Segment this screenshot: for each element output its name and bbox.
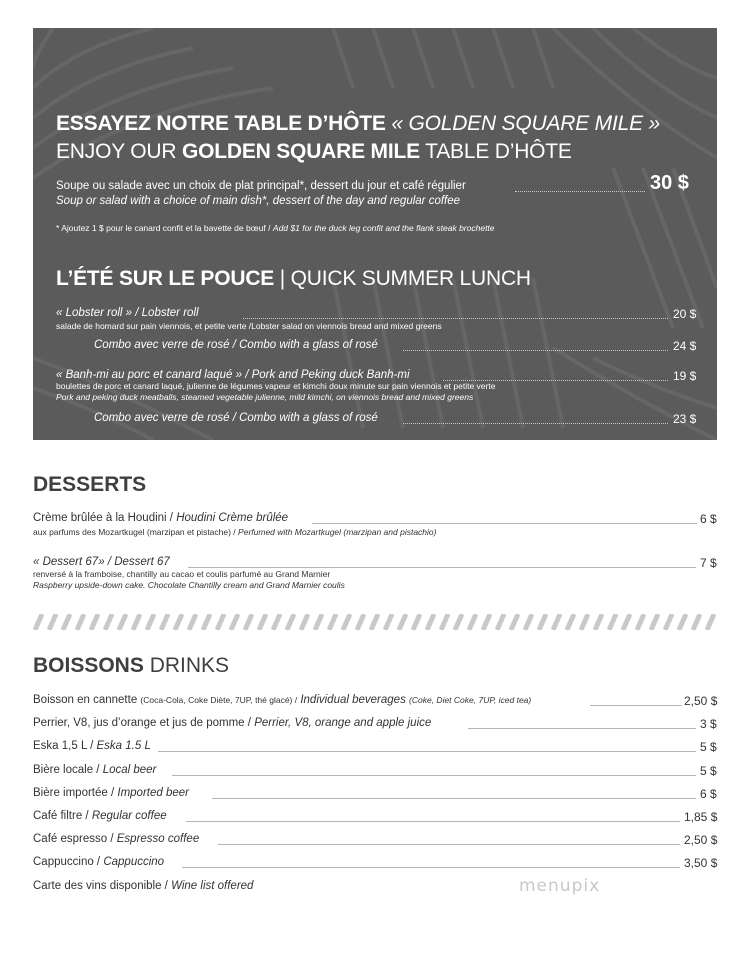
drink-price: 1,85 $ — [684, 810, 718, 824]
lunch-combo-name: Combo avec verre de rosé / Combo with a glass of rosé — [94, 339, 378, 351]
dessert-name-fr: Crème brûlée à la Houdini / — [33, 512, 173, 524]
lunch-leader — [243, 318, 668, 319]
drink-leader — [212, 798, 696, 799]
drink-leader — [182, 867, 680, 868]
drink-price: 2,50 $ — [684, 833, 718, 847]
lunch-item-name: « Lobster roll » / Lobster roll — [56, 307, 199, 319]
drink-item — [33, 716, 431, 730]
drink-en-detail: (Coke, Diet Coke, 7UP, iced tea) — [409, 695, 532, 705]
promo-title-en — [56, 140, 572, 164]
drink-fr: Café espresso / — [33, 833, 114, 845]
dessert-item-name — [33, 511, 288, 525]
dessert-desc-en: Raspberry upside-down cake. Chocolate Chantilly cream and Grand Marnier coulis — [33, 580, 345, 590]
drink-leader — [186, 821, 680, 822]
promo-title-fr-italic: « GOLDEN SQUARE MILE » — [391, 112, 661, 135]
drink-price: 5 $ — [700, 764, 717, 778]
dessert-desc-fr: aux parfums des Mozartkugel (marzipan et pistache) / — [33, 527, 236, 537]
dessert-leader — [188, 567, 696, 568]
dessert-price: 7 $ — [700, 556, 717, 570]
drink-fr: Bière importée / — [33, 787, 115, 799]
drink-item — [33, 832, 199, 846]
wine-list-en: Wine list offered — [171, 880, 254, 892]
lunch-item-desc: salade de homard sur pain viennois, et petite verte /Lobster salad on viennois bread and mixed greens — [56, 321, 442, 331]
drink-price: 2,50 $ — [684, 694, 718, 708]
dessert-desc-en: Perfumed with Mozartkugel (marzipan and pistachio) — [238, 527, 437, 537]
drink-leader — [590, 705, 682, 706]
drink-price: 3,50 $ — [684, 856, 718, 870]
lunch-leader — [403, 350, 668, 351]
promo-title-fr — [56, 112, 660, 136]
promo-title-en-bold: GOLDEN SQUARE MILE — [181, 140, 420, 163]
drink-en: Local beer — [102, 764, 157, 776]
drinks-title-bold: BOISSONS — [33, 654, 144, 677]
drink-price: 5 $ — [700, 740, 717, 754]
drink-fr: Eska 1,5 L / — [33, 740, 94, 752]
lunch-title-bold: L’ÉTÉ SUR LE POUCE — [56, 267, 275, 290]
drink-leader — [158, 751, 696, 752]
drink-fr-detail: (Coca-Cola, Coke Diète, 7UP, thé glacé) / — [140, 695, 298, 705]
drink-en: Cappuccino — [103, 856, 165, 868]
promo-price: 30 $ — [650, 172, 689, 194]
wine-list-fr: Carte des vins disponible / — [33, 880, 168, 892]
drinks-title — [33, 654, 229, 678]
drink-leader — [172, 775, 696, 776]
drink-en: Imported beer — [117, 787, 189, 799]
drink-item — [33, 809, 167, 823]
menupix-watermark: menupix — [519, 876, 601, 896]
drink-en: Espresso coffee — [116, 833, 200, 845]
drink-fr: Bière locale / — [33, 764, 100, 776]
drink-leader — [218, 844, 680, 845]
promo-note — [56, 223, 495, 234]
drink-fr: Cappuccino / — [33, 856, 101, 868]
desserts-title: DESSERTS — [33, 473, 147, 496]
lunch-item-name: « Banh-mi au porc et canard laqué » / Pork and Peking duck Banh-mi — [56, 369, 410, 381]
lunch-item-desc-en: Pork and peking duck meatballs, steamed vegetable julienne, mild kimchi, on viennois bread and mixed greens — [56, 392, 474, 402]
dessert-desc-fr: renversé à la framboise, chantilly au cacao et coulis parfumé au Grand Marnier — [33, 569, 331, 579]
drink-price: 3 $ — [700, 717, 717, 731]
drink-leader — [468, 728, 696, 729]
promo-title-en-part2: TABLE D’HÔTE — [425, 140, 572, 163]
lunch-combo-price: 24 $ — [673, 339, 697, 353]
drink-fr: Boisson en cannette — [33, 694, 138, 706]
dessert-item-name — [33, 555, 170, 569]
drink-item — [33, 855, 164, 869]
lunch-title-rest: | QUICK SUMMER LUNCH — [279, 267, 531, 290]
drink-en: Regular coffee — [91, 810, 167, 822]
lunch-title — [56, 267, 531, 291]
dessert-name-en: Dessert 67 — [114, 556, 170, 568]
promo-title-en-part1: ENJOY OUR — [56, 140, 177, 163]
promo-note-fr: * Ajoutez 1 $ pour le canard confit et la bavette de bœuf / — [56, 223, 271, 233]
drink-fr: Café filtre / — [33, 810, 89, 822]
drink-en: Individual beverages — [300, 694, 406, 706]
drinks-title-rest: DRINKS — [149, 654, 230, 677]
promo-title-fr-bold: ESSAYEZ NOTRE TABLE D’HÔTE — [56, 112, 386, 135]
drink-en: Perrier, V8, orange and apple juice — [254, 717, 432, 729]
dessert-name-en: Houdini Crème brûlée — [176, 512, 289, 524]
dessert-desc — [33, 527, 436, 538]
drink-en: Eska 1.5 L — [96, 740, 151, 752]
lunch-item-desc-fr: boulettes de porc et canard laqué, julienne de légumes vapeur et kimchi doux minute sur pain viennois et petite verte — [56, 381, 496, 391]
lunch-combo-name: Combo avec verre de rosé / Combo with a glass of rosé — [94, 412, 378, 424]
drink-item — [33, 763, 156, 777]
decorative-divider — [33, 614, 717, 630]
lunch-item-price: 20 $ — [673, 307, 697, 321]
dessert-price: 6 $ — [700, 512, 717, 526]
dessert-name-fr: « Dessert 67» / — [33, 556, 111, 568]
drink-fr: Perrier, V8, jus d’orange et jus de pomme / — [33, 717, 251, 729]
lunch-combo-price: 23 $ — [673, 412, 697, 426]
promo-desc-fr: Soupe ou salade avec un choix de plat principal*, dessert du jour et café régulier — [56, 180, 466, 192]
drink-item — [33, 739, 151, 753]
drink-price: 6 $ — [700, 787, 717, 801]
lunch-leader — [403, 423, 668, 424]
wine-list-note — [33, 879, 253, 893]
promo-leader — [515, 191, 645, 192]
drink-item — [33, 693, 531, 707]
promo-desc-en: Soup or salad with a choice of main dish*, dessert of the day and regular coffee — [56, 195, 461, 207]
promo-note-en: Add $1 for the duck leg confit and the flank steak brochette — [272, 223, 495, 233]
promo-panel — [33, 28, 717, 440]
drink-item — [33, 786, 189, 800]
lunch-item-price: 19 $ — [673, 369, 697, 383]
dessert-leader — [312, 523, 697, 524]
